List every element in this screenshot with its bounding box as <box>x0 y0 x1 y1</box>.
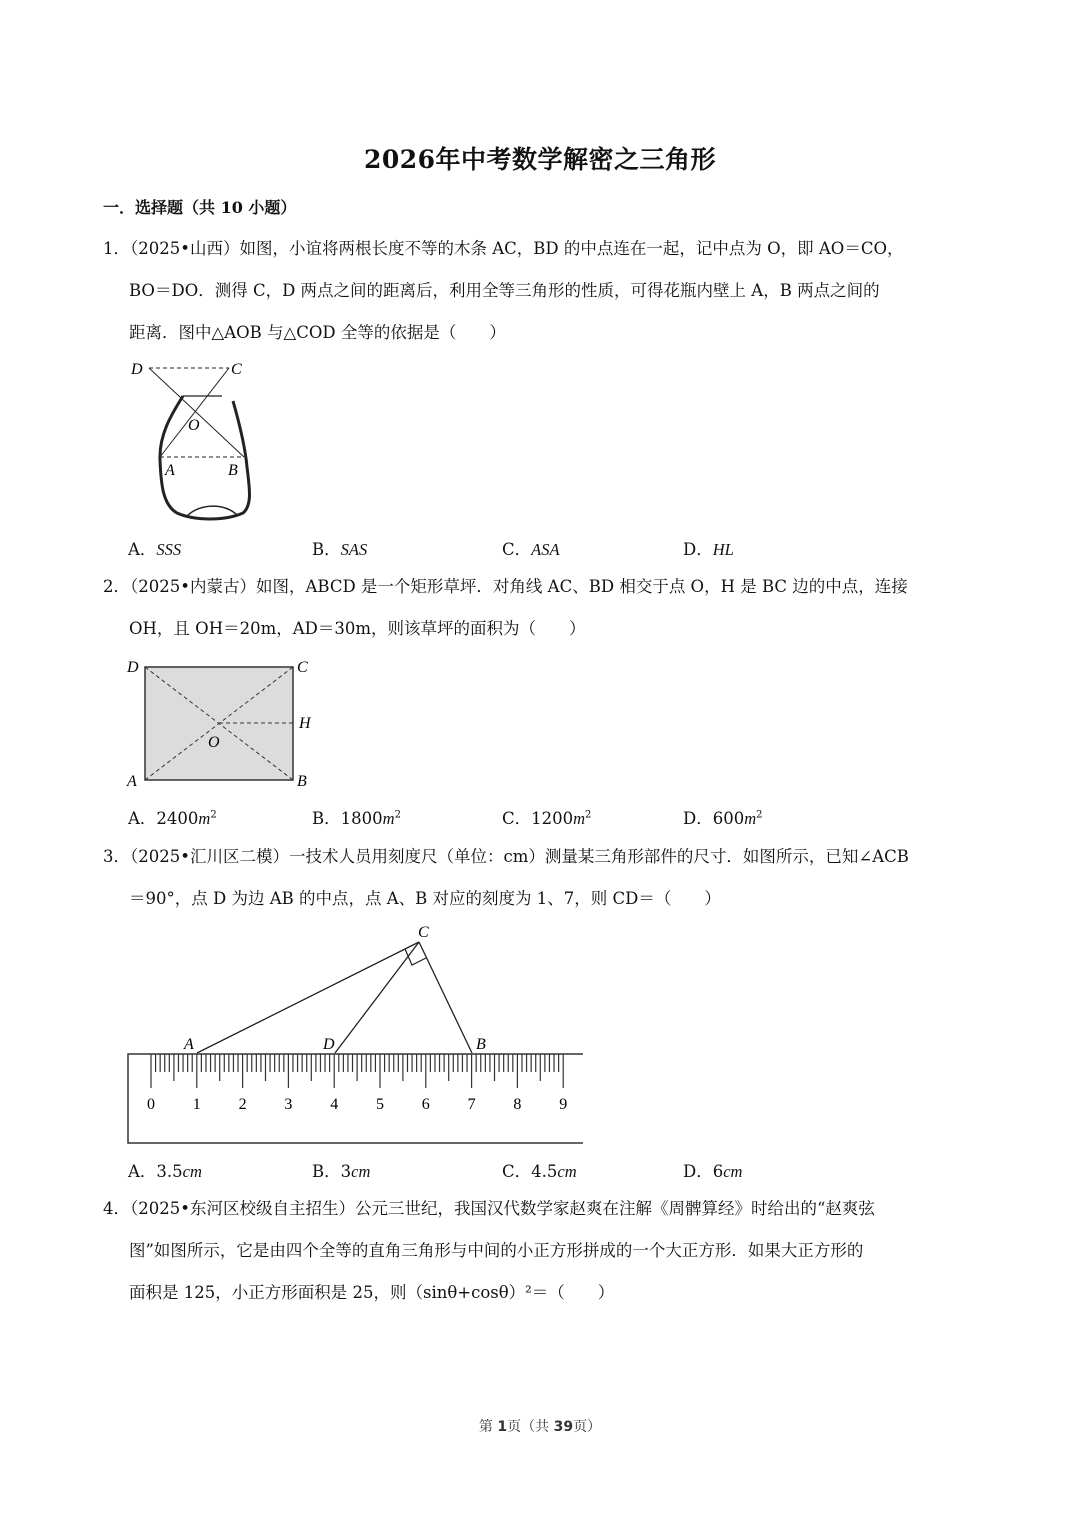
question-text: 距离．图中△AOB 与△COD 全等的依据是（ ） <box>129 323 506 342</box>
label-h: H <box>299 715 311 732</box>
option-b[interactable]: B．3cm <box>312 1162 371 1181</box>
question-number: 4． <box>103 1199 130 1218</box>
page-footer: 第 1页（共 39页） <box>478 1419 602 1435</box>
svg-text:7: 7 <box>467 1096 476 1113</box>
question-text: 如图，ABCD 是一个矩形草坪．对角线 AC、BD 相交于点 O，H 是 BC 边的中点，连接 <box>255 577 908 596</box>
svg-text:1: 1 <box>192 1096 201 1113</box>
total-pages: 39 <box>553 1419 574 1435</box>
label-d: D <box>127 659 139 676</box>
option-c[interactable]: C．ASA <box>502 540 560 559</box>
option-a[interactable]: A．SSS <box>128 540 182 559</box>
option-c[interactable]: C．$1200m^2$ <box>502 809 592 828</box>
question-number: 2． <box>103 577 130 596</box>
label-o: O <box>208 734 220 751</box>
question-source: （2025•内蒙古） <box>130 577 256 596</box>
option-b[interactable]: B．SAS <box>312 540 368 559</box>
question-1 <box>103 228 978 354</box>
svg-text:8: 8 <box>513 1096 522 1113</box>
question-text: OH，且 OH＝20m，AD＝30m，则该草坪的面积为（ ） <box>129 619 586 638</box>
question-text: 面积是 125，小正方形面积是 25，则（sinθ+cosθ）²＝（ ） <box>129 1283 615 1302</box>
option-b[interactable]: B．$1800m^2$ <box>312 809 401 828</box>
label-o: O <box>188 417 200 434</box>
svg-text:2: 2 <box>238 1096 247 1113</box>
current-page: 1 <box>497 1419 508 1435</box>
document-title: 2026年中考数学解密之三角形 <box>363 145 717 174</box>
option-d[interactable]: D．6cm <box>683 1162 743 1181</box>
question-text: 一技术人员用刻度尺（单位：cm）测量某三角形部件的尺寸．如图所示，已知∠ACB <box>288 847 909 866</box>
question-2 <box>103 566 978 650</box>
svg-text:3: 3 <box>284 1096 293 1113</box>
svg-text:5: 5 <box>376 1096 384 1113</box>
option-a[interactable]: A．$2400m^2$ <box>128 809 217 828</box>
label-d: D <box>323 1036 335 1053</box>
vase-figure <box>125 355 265 525</box>
option-d[interactable]: D．$600m^2$ <box>683 809 763 828</box>
label-d: D <box>131 361 143 378</box>
label-b: B <box>297 773 307 790</box>
label-a: A <box>184 1036 194 1053</box>
option-c[interactable]: C．4.5cm <box>502 1162 577 1181</box>
label-c: C <box>231 361 242 378</box>
question-4 <box>103 1188 978 1314</box>
question-text: 图”如图所示，它是由四个全等的直角三角形与中间的小正方形拼成的一个大正方形．如果大正方形的 <box>129 1241 864 1260</box>
question-number: 1． <box>103 239 130 258</box>
question-text: 公元三世纪，我国汉代数学家赵爽在注解《周髀算经》时给出的“赵爽弦 <box>354 1199 875 1218</box>
section-heading: 一．选择题（共 10 小题） <box>103 198 297 217</box>
svg-text:0: 0 <box>147 1096 155 1113</box>
question-source: （2025•山西） <box>130 239 240 258</box>
label-a: A <box>127 773 137 790</box>
svg-text:4: 4 <box>330 1096 339 1113</box>
ruler-triangle-figure <box>120 915 590 1150</box>
question-number: 3． <box>103 847 130 866</box>
label-c: C <box>297 659 308 676</box>
option-a[interactable]: A．3.5cm <box>128 1162 202 1181</box>
option-d[interactable]: D．HL <box>683 540 734 559</box>
question-source: （2025•汇川区二模） <box>130 847 289 866</box>
label-b: B <box>228 462 238 479</box>
label-b: B <box>476 1036 486 1053</box>
label-c: C <box>418 924 429 941</box>
svg-text:6: 6 <box>421 1096 430 1113</box>
question-text: 如图，小谊将两根长度不等的木条 AC，BD 的中点连在一起，记中点为 O，即 AO＝CO， <box>239 239 904 258</box>
question-text: BO＝DO．测得 C，D 两点之间的距离后，利用全等三角形的性质，可得花瓶内壁上 A，B 两点之间的 <box>129 281 880 300</box>
svg-text:9: 9 <box>559 1096 568 1113</box>
ruler-ticks <box>151 1054 563 1088</box>
ruler-tick-labels <box>147 1096 567 1113</box>
question-source: （2025•东河区校级自主招生） <box>130 1199 355 1218</box>
question-text: ＝90°，点 D 为边 AB 的中点，点 A、B 对应的刻度为 1、7，则 CD＝（ ） <box>129 889 721 908</box>
rectangle-figure <box>125 655 325 790</box>
label-a: A <box>165 462 175 479</box>
question-3 <box>103 836 978 920</box>
